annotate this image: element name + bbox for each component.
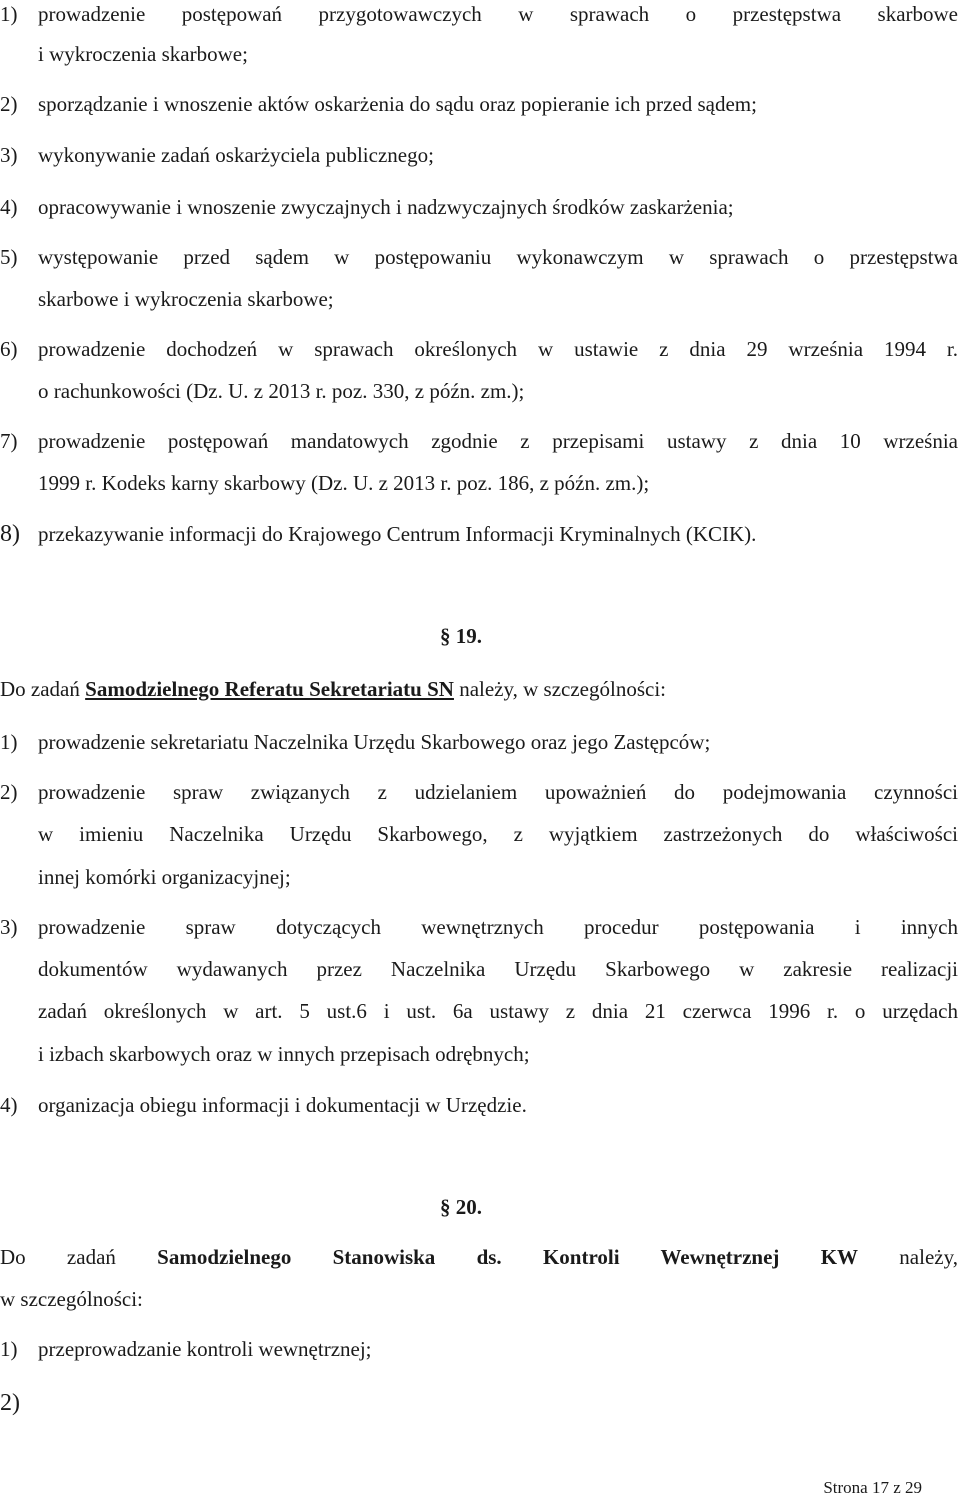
list-item-continuation: i wykroczenia skarbowe; bbox=[38, 42, 248, 66]
list-item-continuation: skarbowe i wykroczenia skarbowe; bbox=[38, 287, 334, 311]
list-item-continuation: o rachunkowości (Dz. U. z 2013 r. poz. 330, z późn. zm.); bbox=[38, 379, 525, 403]
list-item: 1) przeprowadzanie kontroli wewnętrznej; bbox=[0, 1337, 372, 1361]
unit-name: Samodzielnego Stanowiska ds. Kontroli Wewnętrznej KW bbox=[157, 1245, 859, 1269]
list-item: 5) występowanie przed sądem w postępowaniu wykonawczym w sprawach o przestępstwa bbox=[0, 245, 958, 269]
list-item-continuation: dokumentów wydawanych przez Naczelnika Urzędu Skarbowego w zakresie realizacji bbox=[38, 957, 958, 981]
list-item: 1) prowadzenie postępowań przygotowawczych w sprawach o przestępstwa skarbowe bbox=[0, 2, 958, 26]
list-item: 2) bbox=[0, 1390, 20, 1416]
list-item-continuation: w imieniu Naczelnika Urzędu Skarbowego, z wyjątkiem zastrzeżonych do właściwości bbox=[38, 822, 958, 846]
list-item: 1) prowadzenie sekretariatu Naczelnika Urzędu Skarbowego oraz jego Zastępców; bbox=[0, 730, 711, 754]
list-item: 6) prowadzenie dochodzeń w sprawach określonych w ustawie z dnia 29 września 1994 r. bbox=[0, 337, 958, 361]
list-item-continuation: 1999 r. Kodeks karny skarbowy (Dz. U. z 2013 r. poz. 186, z późn. zm.); bbox=[38, 471, 650, 495]
section-intro: Do zadań Samodzielnego Referatu Sekretariatu SN należy, w szczególności: bbox=[0, 677, 667, 701]
list-item: 2) sporządzanie i wnoszenie aktów oskarżenia do sądu oraz popieranie ich przed sądem; bbox=[0, 92, 757, 116]
list-item: 8) przekazywanie informacji do Krajowego Centrum Informacji Kryminalnych (KCIK). bbox=[0, 521, 757, 547]
list-item-continuation: innej komórki organizacyjnej; bbox=[38, 865, 291, 889]
section-heading: § 20. bbox=[440, 1195, 482, 1219]
page-number: Strona 17 z 29 bbox=[823, 1478, 922, 1497]
list-item-continuation: i izbach skarbowych oraz w innych przepisach odrębnych; bbox=[38, 1042, 530, 1066]
list-item: 3) prowadzenie spraw dotyczących wewnętrznych procedur postępowania i innych bbox=[0, 915, 958, 939]
list-item: 4) organizacja obiegu informacji i dokumentacji w Urzędzie. bbox=[0, 1093, 527, 1117]
unit-name: Samodzielnego Referatu Sekretariatu SN bbox=[85, 677, 454, 701]
list-item-continuation: zadań określonych w art. 5 ust.6 i ust. 6a ustawy z dnia 21 czerwca 1996 r. o urzędach bbox=[38, 999, 958, 1023]
list-item: 4) opracowywanie i wnoszenie zwyczajnych i nadzwyczajnych środków zaskarżenia; bbox=[0, 195, 734, 219]
list-item: 7) prowadzenie postępowań mandatowych zgodnie z przepisami ustawy z dnia 10 września bbox=[0, 429, 958, 453]
section-heading: § 19. bbox=[440, 624, 482, 648]
section-intro-continuation: w szczególności: bbox=[0, 1287, 143, 1311]
section-intro: Do zadań Samodzielnego Stanowiska ds. Kontroli Wewnętrznej KW należy, bbox=[0, 1245, 958, 1269]
list-item: 3) wykonywanie zadań oskarżyciela publicznego; bbox=[0, 143, 434, 167]
list-item: 2) prowadzenie spraw związanych z udzielaniem upoważnień do podejmowania czynności bbox=[0, 780, 958, 804]
